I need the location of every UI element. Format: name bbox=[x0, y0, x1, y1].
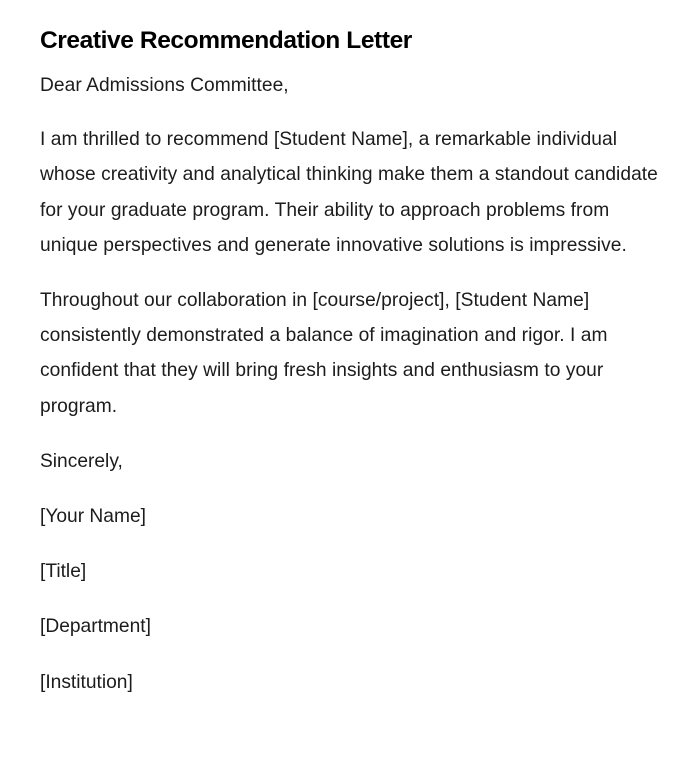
signature-title: [Title] bbox=[40, 561, 87, 583]
signature-institution: [Institution] bbox=[40, 671, 133, 693]
signature-name: [Your Name] bbox=[40, 506, 146, 528]
signature-department: [Department] bbox=[40, 616, 151, 638]
body-paragraph-1: I am thrilled to recommend [Student Name], a remarkable individual whose creativity and analytical thinking make them a standout candidate for your graduate program. Their ability to approach problems from unique perspectives and generate innovative solutions is impressive. bbox=[40, 129, 658, 256]
letter-title: Creative Recommendation Letter bbox=[40, 27, 412, 54]
closing: Sincerely, bbox=[40, 450, 123, 472]
salutation: Dear Admissions Committee, bbox=[40, 75, 289, 96]
body-paragraph-2: Throughout our collaboration in [course/project], [Student Name] consistently demonstrated a balance of imagination and rigor. I am confident that they will bring fresh insights and enthusiasm to your program. bbox=[40, 290, 608, 417]
